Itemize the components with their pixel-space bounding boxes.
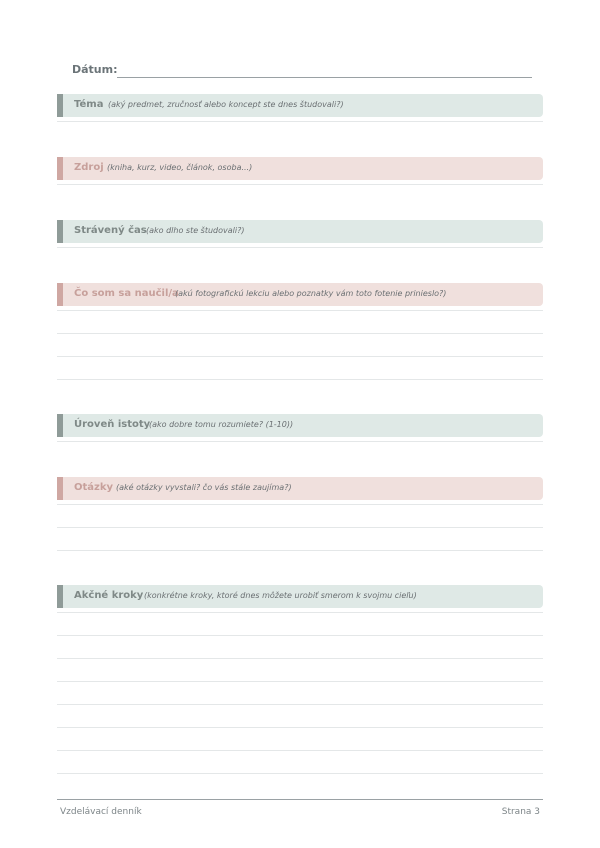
section-accent [57,220,63,243]
writing-line[interactable] [57,681,543,682]
writing-line[interactable] [57,441,543,442]
section-actions-title: Akčné kroky [74,590,144,601]
section-questions-header [57,477,543,500]
writing-line[interactable] [57,550,543,551]
writing-line[interactable] [57,121,543,122]
section-accent [57,414,63,437]
section-confidence-title: Úroveň istoty [74,419,151,430]
writing-line[interactable] [57,379,543,380]
section-accent [57,157,63,180]
writing-line[interactable] [57,612,543,613]
date-input-line[interactable] [117,77,532,78]
writing-line[interactable] [57,184,543,185]
writing-line[interactable] [57,333,543,334]
section-learned-hint: (akú fotografickú lekciu alebo poznatky vám toto fotenie prinieslo?) [175,289,447,298]
section-accent [57,283,63,306]
section-accent [57,94,63,117]
section-topic-title: Téma [74,99,104,110]
section-time-title: Strávený čas [74,225,147,236]
section-accent [57,477,63,500]
page-number: Strana 3 [501,807,540,817]
section-topic-header [57,94,543,117]
writing-line[interactable] [57,247,543,248]
section-time-header [57,220,543,243]
writing-line[interactable] [57,504,543,505]
writing-line[interactable] [57,704,543,705]
section-learned-header [57,283,543,306]
writing-line[interactable] [57,310,543,311]
section-learned-title: Čo som sa naučil/a [74,288,179,299]
writing-line[interactable] [57,727,543,728]
section-questions-title: Otázky [74,482,114,493]
section-accent [57,585,63,608]
writing-line[interactable] [57,356,543,357]
writing-line[interactable] [57,635,543,636]
writing-line[interactable] [57,527,543,528]
writing-line[interactable] [57,773,543,774]
section-confidence-hint: (ako dobre tomu rozumiete? (1-10)) [149,420,294,429]
footer-title: Vzdelávací denník [60,807,142,817]
section-actions-hint: (konkrétne kroky, ktoré dnes môžete urobiť smerom k svojmu cieľu) [144,591,417,600]
footer-divider [57,799,543,800]
section-actions-header [57,585,543,608]
section-questions-hint: (aké otázky vyvstali? čo vás stále zaujíma?) [116,483,292,492]
section-topic-hint: (aký predmet, zručnosť alebo koncept ste dnes študovali?) [108,100,344,109]
writing-line[interactable] [57,750,543,751]
section-source-title: Zdroj [74,162,104,173]
writing-line[interactable] [57,658,543,659]
date-row [72,62,532,80]
date-label: Dátum: [72,63,118,76]
section-confidence-header [57,414,543,437]
section-time-hint: (ako dlho ste študovali?) [146,226,245,235]
section-source-header [57,157,543,180]
section-source-hint: (kniha, kurz, video, článok, osoba...) [107,163,253,172]
